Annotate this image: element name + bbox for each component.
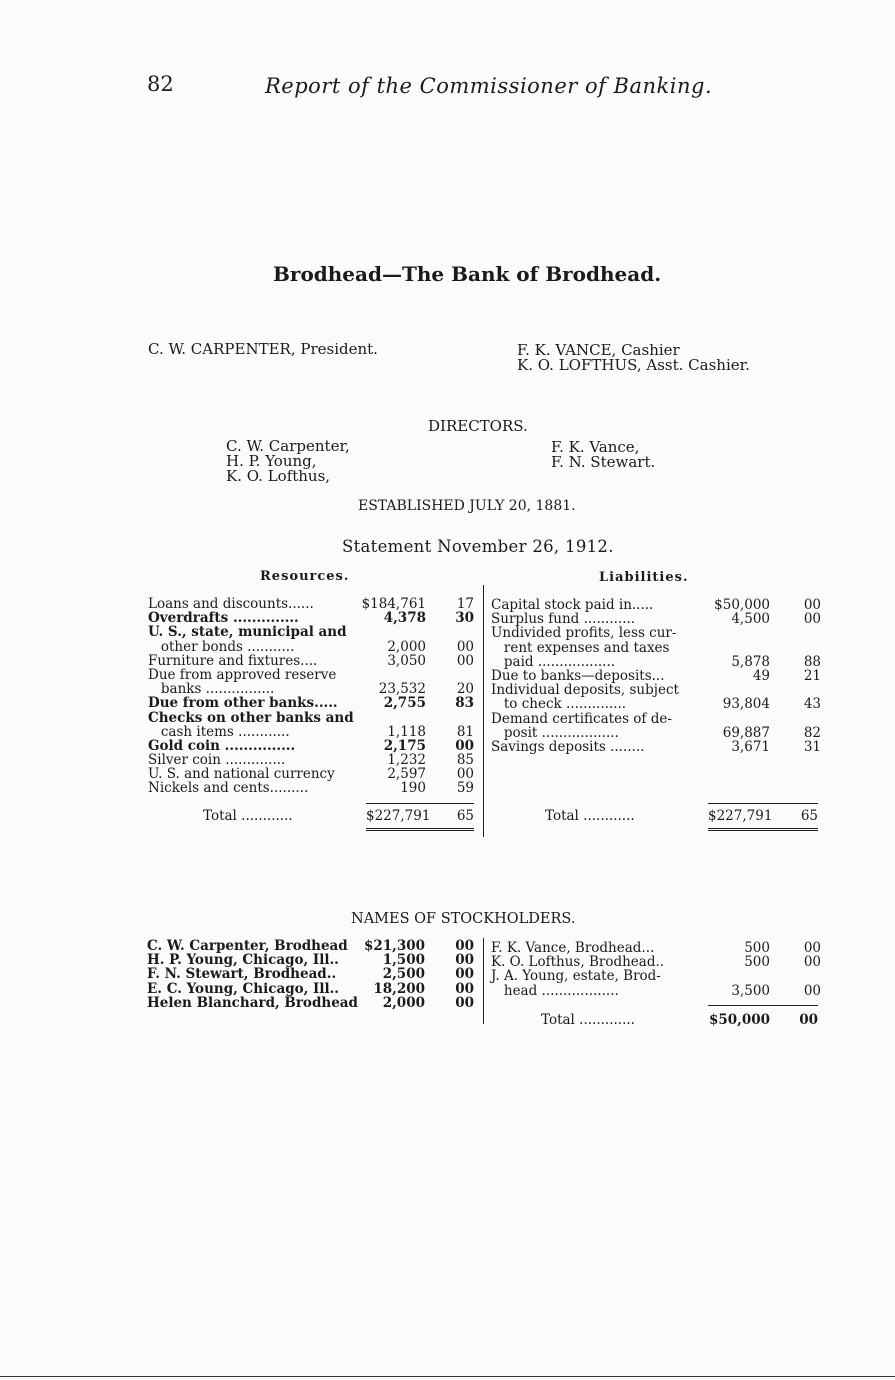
row-cents: 00 [456, 766, 474, 783]
row-label: Due to banks—deposits... [491, 667, 665, 684]
row-cents: 00 [456, 638, 474, 655]
liabilities-total-dollars: $227,791 [708, 808, 773, 824]
resources-heading: Resources. [260, 569, 350, 584]
row-dollars: 2,000 [382, 994, 425, 1011]
row-cents: 83 [455, 695, 474, 712]
row-cents: 81 [456, 723, 474, 740]
row-dollars: 1,500 [382, 952, 425, 969]
stockholders-right-table [491, 941, 821, 998]
ledger-row [491, 669, 821, 683]
ledger-row [148, 640, 478, 654]
ledger-row [147, 953, 477, 967]
row-label: Silver coin .............. [148, 752, 286, 769]
row-cents: 00 [803, 597, 821, 613]
row-cents: 00 [803, 982, 821, 999]
row-cents: 00 [456, 652, 474, 669]
row-label: E. C. Young, Chicago, Ill.. [147, 980, 340, 997]
director-name: K. O. Lofthus, [226, 467, 331, 485]
row-dollars: 1,232 [387, 752, 426, 769]
row-label: J. A. Young, estate, Brod- [491, 968, 661, 985]
row-label: Helen Blanchard, Brodhead [147, 994, 358, 1011]
row-cents: 30 [455, 610, 474, 627]
row-dollars: 23,532 [378, 681, 426, 698]
ledger-row [491, 712, 821, 726]
row-label: Due from other banks..... [148, 695, 338, 712]
resources-total-label: Total ............ [203, 808, 293, 824]
ledger-row [148, 781, 478, 795]
row-dollars: 18,200 [373, 980, 425, 997]
row-label: Checks on other banks and [148, 709, 354, 726]
ledger-row [491, 626, 821, 640]
ledger-row [491, 655, 821, 669]
ledger-row [148, 739, 478, 753]
row-dollars: $21,300 [363, 938, 425, 954]
row-label: Savings deposits ........ [491, 738, 645, 755]
ledger-row [147, 982, 477, 996]
ledger-row [491, 955, 821, 969]
directors-heading: DIRECTORS. [428, 417, 528, 435]
row-dollars: 2,597 [387, 766, 426, 783]
row-dollars: 2,175 [383, 737, 426, 754]
row-dollars: 4,378 [383, 610, 426, 627]
page-number: 82 [147, 72, 174, 96]
row-label: posit .................. [491, 724, 619, 741]
row-label: Overdrafts .............. [148, 610, 299, 627]
row-dollars: 2,000 [387, 638, 426, 655]
row-label: Loans and discounts...... [148, 596, 314, 612]
ledger-row [491, 683, 821, 697]
row-label: paid .................. [491, 653, 616, 670]
ledger-row [148, 711, 478, 725]
director-name: F. N. Stewart. [551, 453, 656, 471]
ledger-row [491, 598, 821, 612]
page-edge [0, 1376, 895, 1377]
row-cents: 00 [455, 737, 474, 754]
row-label: Surplus fund ............ [491, 611, 636, 628]
row-cents: 00 [803, 611, 821, 628]
ledger-row [148, 668, 478, 682]
president: C. W. CARPENTER, President. [148, 340, 378, 358]
liabilities-total-cents: 65 [800, 808, 818, 824]
row-label: rent expenses and taxes [491, 639, 670, 656]
row-label: banks ................ [148, 681, 275, 698]
row-dollars: 49 [752, 667, 770, 684]
row-dollars: 93,804 [722, 696, 770, 713]
row-dollars: 3,050 [387, 652, 426, 669]
row-label: cash items ............ [148, 723, 290, 740]
row-cents: 00 [803, 940, 821, 956]
row-cents: 00 [455, 938, 474, 954]
row-cents: 43 [803, 696, 821, 713]
cashier: F. K. VANCE, Cashier [517, 341, 680, 359]
row-cents: 17 [456, 596, 474, 612]
row-dollars: 2,500 [382, 966, 425, 983]
row-label: Furniture and fixtures.... [148, 652, 318, 669]
resources-total-rule [366, 803, 474, 804]
director-name: F. K. Vance, [551, 438, 640, 456]
director-name: H. P. Young, [226, 452, 317, 470]
row-dollars: $50,000 [714, 597, 770, 613]
running-title: Report of the Commissioner of Banking. [265, 74, 713, 98]
ledger-row [491, 941, 821, 955]
ledger-row [148, 767, 478, 781]
ledger-row [491, 641, 821, 655]
ledger-row [148, 725, 478, 739]
stockholders-total-label: Total ............. [541, 1012, 635, 1028]
row-label: Capital stock paid in..... [491, 597, 654, 613]
row-label: K. O. Lofthus, Brodhead.. [491, 954, 665, 971]
ledger-row [147, 939, 477, 953]
row-label: Individual deposits, subject [491, 682, 679, 699]
row-dollars: 4,500 [731, 611, 770, 628]
row-dollars: 2,755 [383, 695, 426, 712]
row-dollars: $184,761 [361, 596, 426, 612]
row-cents: 85 [456, 752, 474, 769]
ledger-row [148, 753, 478, 767]
ledger-row [148, 625, 478, 639]
row-cents: 31 [803, 738, 821, 755]
row-label: Nickels and cents......... [148, 780, 309, 797]
ledger-row [148, 654, 478, 668]
liabilities-total-label: Total ............ [545, 808, 635, 824]
ledger-row [148, 696, 478, 710]
ledger-row [147, 967, 477, 981]
resources-table [148, 597, 478, 796]
row-label: to check .............. [491, 696, 627, 713]
stockholders-divider [483, 938, 484, 1024]
row-label: Gold coin ............... [148, 737, 296, 754]
row-label: U. S. and national currency [148, 766, 335, 783]
directors-right [551, 440, 655, 470]
ledger-row [148, 597, 478, 611]
resources-total-cents: 65 [456, 808, 474, 824]
column-divider [483, 585, 484, 837]
liabilities-total-double-rule [708, 828, 818, 831]
bank-title: Brodhead—The Bank of Brodhead. [273, 262, 662, 286]
row-dollars: 1,118 [387, 723, 426, 740]
established-date: ESTABLISHED JULY 20, 1881. [358, 498, 576, 514]
stockholders-total-rule [708, 1005, 818, 1006]
ledger-row [491, 612, 821, 626]
row-label: F. K. Vance, Brodhead... [491, 940, 655, 956]
statement-title: Statement November 26, 1912. [342, 537, 614, 556]
liabilities-total-rule [708, 803, 818, 804]
row-label: Undivided profits, less cur- [491, 625, 677, 642]
row-dollars: 500 [744, 940, 770, 956]
row-label: Demand certificates of de- [491, 710, 672, 727]
row-dollars: 190 [400, 780, 426, 797]
row-label: H. P. Young, Chicago, Ill.. [147, 952, 339, 969]
row-cents: 59 [456, 780, 474, 797]
stockholders-total-cents: 00 [799, 1012, 818, 1028]
row-label: C. W. Carpenter, Brodhead [147, 938, 348, 954]
ledger-row [491, 697, 821, 711]
ledger-row [491, 984, 821, 998]
stockholders-left-table [147, 939, 477, 1010]
row-cents: 82 [803, 724, 821, 741]
row-label: U. S., state, municipal and [148, 624, 347, 641]
asst-cashier: K. O. LOFTHUS, Asst. Cashier. [517, 356, 750, 374]
row-dollars: 3,671 [731, 738, 770, 755]
resources-total-double-rule [366, 828, 474, 831]
row-dollars: 500 [744, 954, 770, 971]
row-label: other bonds ........... [148, 638, 295, 655]
row-label: head .................. [491, 982, 619, 999]
row-cents: 00 [455, 980, 474, 997]
row-dollars: 69,887 [722, 724, 770, 741]
row-label: Due from approved reserve [148, 666, 337, 683]
row-label: F. N. Stewart, Brodhead.. [147, 966, 337, 983]
row-cents: 00 [455, 952, 474, 969]
ledger-row [147, 996, 477, 1010]
stockholders-total-dollars: $50,000 [708, 1012, 770, 1028]
row-cents: 21 [803, 667, 821, 684]
ledger-row [148, 611, 478, 625]
director-name: C. W. Carpenter, [226, 437, 350, 455]
ledger-row [491, 740, 821, 754]
row-cents: 00 [455, 994, 474, 1011]
liabilities-heading: Liabilities. [599, 570, 689, 585]
row-cents: 00 [455, 966, 474, 983]
row-cents: 20 [456, 681, 474, 698]
stockholders-heading: NAMES OF STOCKHOLDERS. [351, 911, 576, 927]
ledger-row [491, 969, 821, 983]
resources-total-dollars: $227,791 [366, 808, 431, 824]
directors-left [226, 439, 350, 484]
liabilities-table [491, 598, 821, 754]
row-cents: 00 [803, 954, 821, 971]
row-cents: 88 [803, 653, 821, 670]
row-dollars: 3,500 [731, 982, 770, 999]
ledger-row [491, 726, 821, 740]
ledger-row [148, 682, 478, 696]
row-dollars: 5,878 [731, 653, 770, 670]
